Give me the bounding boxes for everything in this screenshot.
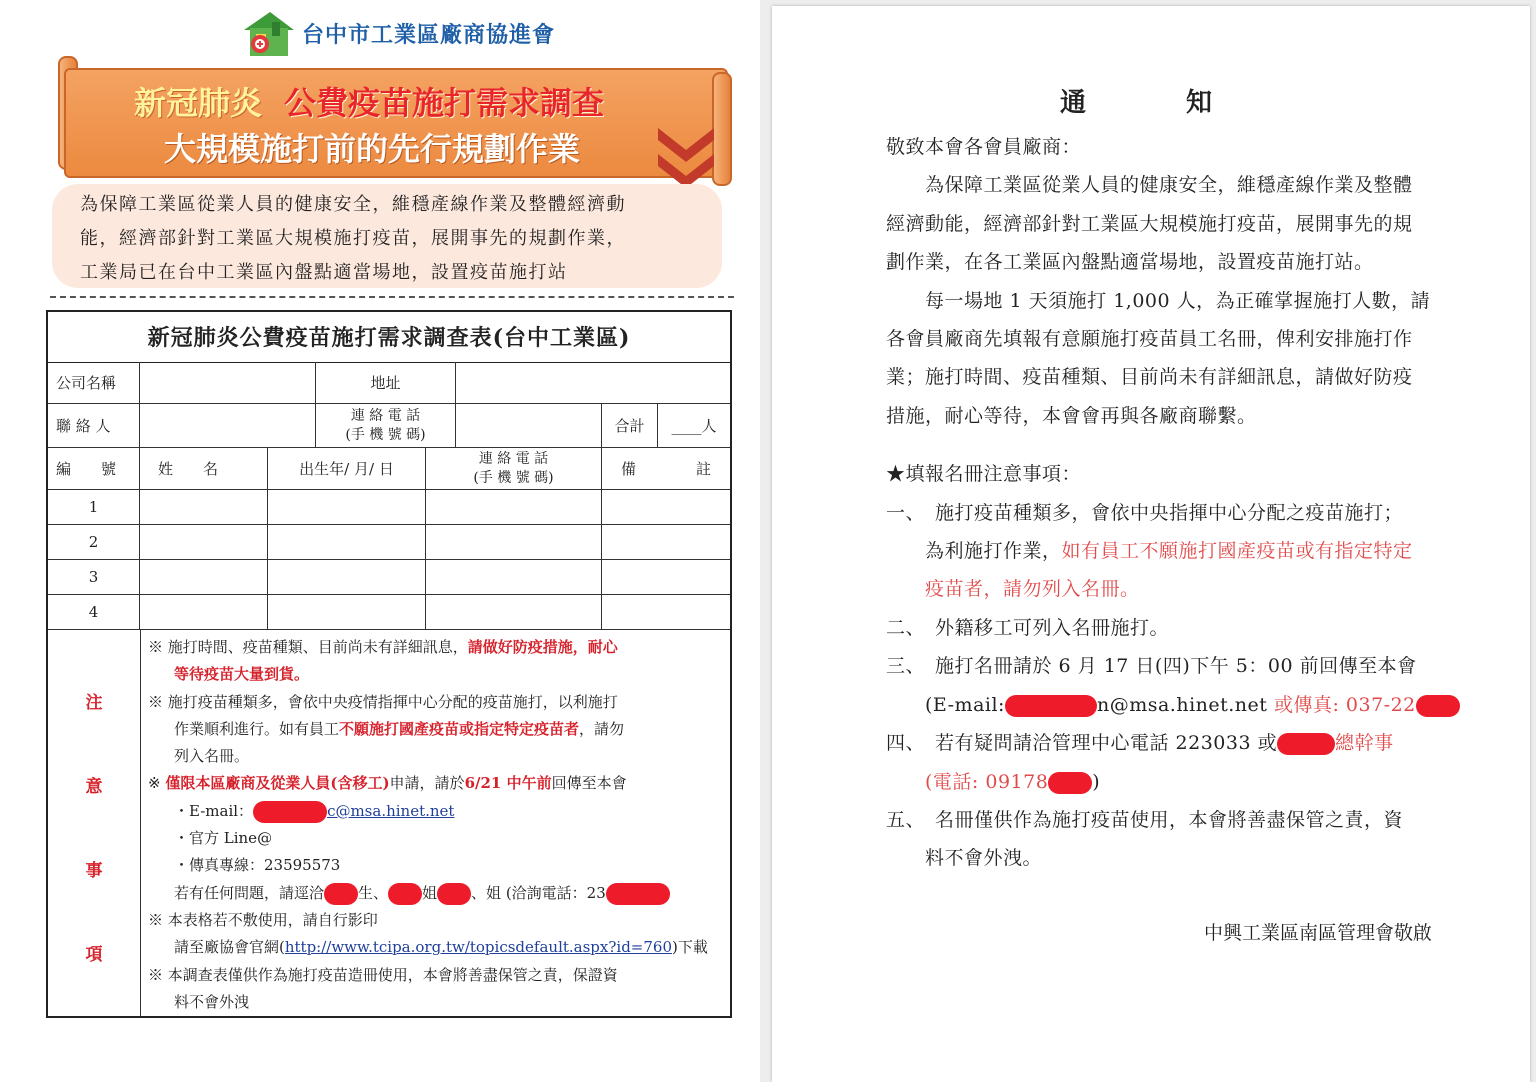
org-logo-icon xyxy=(240,8,296,58)
phone-field[interactable] xyxy=(456,404,602,448)
contact-label: 聯 絡 人 xyxy=(48,404,140,448)
redaction-mark xyxy=(606,883,670,905)
paragraph-line: 經濟動能，經濟部針對工業區大規模施打疫苗，展開事先的規 xyxy=(886,212,1413,235)
list-item: (電話: 09178 ) xyxy=(886,770,1101,793)
dashed-divider xyxy=(50,296,734,298)
form-title: 新冠肺炎公費疫苗施打需求調查表(台中工業區) xyxy=(48,312,730,363)
dob-field[interactable] xyxy=(268,525,426,560)
remark-field[interactable] xyxy=(602,525,730,560)
banner-covid-text: 新冠肺炎 xyxy=(134,84,263,122)
redaction-mark xyxy=(388,883,422,905)
paragraph-line: 為保障工業區從業人員的健康安全，維穩產線作業及整體 xyxy=(886,174,1413,197)
redaction-mark xyxy=(1005,695,1097,717)
total-label: 合計 xyxy=(602,404,658,448)
note-line: ※ 僅限本區廠商及從業人員(含移工)申請，請於6/21 中午前回傳至本會 xyxy=(148,774,627,793)
name-field[interactable] xyxy=(140,490,268,525)
email-line: ・E-mail： c@msa.hinet.net xyxy=(148,798,728,825)
notes-label-char: 事 xyxy=(85,861,103,881)
notice-body xyxy=(886,128,1434,878)
survey-form xyxy=(46,310,732,1018)
list-item: 為利施打作業，如有員工不願施打國產疫苗或有指定特定 xyxy=(886,540,1413,563)
col-remark: 備 註 xyxy=(602,448,730,490)
remark-field[interactable] xyxy=(602,595,730,630)
company-label: 公司名稱 xyxy=(48,362,140,404)
intro-line: 為保障工業區從業人員的健康安全，維穩產線作業及整體經濟動 xyxy=(80,194,626,215)
col-phone-line: 連 絡 電 話 xyxy=(478,450,549,467)
dob-field[interactable] xyxy=(268,490,426,525)
contact-field[interactable] xyxy=(140,404,316,448)
row-number: 4 xyxy=(48,595,140,630)
redaction-mark xyxy=(437,883,471,905)
col-number: 編 號 xyxy=(48,448,140,490)
signature: 中興工業區南區管理會敬啟 xyxy=(1203,922,1432,944)
org-header xyxy=(240,8,555,58)
remark-field[interactable] xyxy=(602,490,730,525)
dob-field[interactable] xyxy=(268,560,426,595)
col-phone xyxy=(426,448,602,490)
note-line: ※ 本表格若不敷使用，請自行影印 xyxy=(148,910,378,929)
download-link[interactable]: http://www.tcipa.org.tw/topicsdefault.aspx?id=760 xyxy=(284,938,673,957)
col-dob: 出生年/ 月/ 日 xyxy=(268,448,426,490)
phone-field[interactable] xyxy=(426,595,602,630)
redaction-mark xyxy=(253,801,327,823)
col-name: 姓 名 xyxy=(140,448,268,490)
fax-line: ・傳真專線：23595573 xyxy=(174,856,341,875)
list-item: 二、 外籍移工可列入名冊施打。 xyxy=(886,616,1170,639)
note-line: 作業順利進行。如有員工不願施打國產疫苗或指定特定疫苗者，請勿 xyxy=(174,719,625,738)
address-label: 地址 xyxy=(316,362,456,404)
row-number: 3 xyxy=(48,560,140,595)
phone-field[interactable] xyxy=(426,490,602,525)
banner-line-1 xyxy=(134,78,604,124)
banner-survey-text: 公費疫苗施打需求調查 xyxy=(284,84,605,122)
redaction-mark xyxy=(1048,772,1092,794)
list-item: 四、 若有疑問請洽管理中心電話 223033 或 總幹事 xyxy=(886,732,1394,755)
chevron-down-icon xyxy=(656,124,716,188)
email-link[interactable]: c@msa.hinet.net xyxy=(327,801,455,820)
note-line: 料不會外洩 xyxy=(174,992,250,1011)
list-item: 一、 施打疫苗種類多，會依中央指揮中心分配之疫苗施打； xyxy=(886,501,1404,524)
note-line: ※ 施打疫苗種類多，會依中央疫情指揮中心分配的疫苗施打，以利施打 xyxy=(148,692,618,711)
name-field[interactable] xyxy=(140,560,268,595)
address-field[interactable] xyxy=(456,362,730,404)
note-line: ※ 本調查表僅供作為施打疫苗造冊使用，本會將善盡保管之責，保證資 xyxy=(148,965,618,984)
notes-label-char: 意 xyxy=(85,777,103,797)
notes-text xyxy=(148,634,728,1016)
phone-label xyxy=(316,404,456,448)
row-number: 2 xyxy=(48,525,140,560)
paragraph-line: 業；施打時間、疫苗種類、目前尚未有詳細訊息，請做好防疫 xyxy=(886,366,1413,389)
list-item: 三、 施打名冊請於 6 月 17 日(四)下午 5：00 前回傳至本會 xyxy=(886,655,1417,678)
contact-line: 若有任何問題，請逕洽 生、 姐 、姐 (洽詢電話：23 xyxy=(148,880,728,907)
intro-line: 工業局已在台中工業區內盤點適當場地，設置疫苗施打站 xyxy=(80,262,568,283)
org-name: 台中市工業區廠商協進會 xyxy=(302,22,556,48)
redaction-mark xyxy=(1416,695,1460,717)
paragraph-line: 各會員廠商先填報有意願施打疫苗員工名冊，俾利安排施打作 xyxy=(886,328,1413,351)
phone-field[interactable] xyxy=(426,560,602,595)
paragraph-line: 每一場地 1 天須施打 1,000 人，為正確掌握施打人數，請 xyxy=(886,289,1431,312)
notes-title: ★填報名冊注意事項： xyxy=(886,463,1082,486)
notice-title: 通知 xyxy=(1059,88,1312,118)
download-line: 請至廠協會官網(http://www.tcipa.org.tw/topicsdefault.aspx?id=760)下載 xyxy=(174,938,708,957)
note-line: ※ 施打時間、疫苗種類、目前尚未有詳細訊息，請做好防疫措施，耐心 xyxy=(148,638,618,656)
paragraph-line: 措施，耐心等待，本會會再與各廠商聯繫。 xyxy=(886,404,1257,427)
phone-label-line: 連 絡 電 話 xyxy=(350,407,421,424)
name-field[interactable] xyxy=(140,525,268,560)
right-notice xyxy=(772,6,1530,1082)
list-item: (E-mail: n@msa.hinet.net 或傳真: 037-22 xyxy=(886,686,1434,724)
line-id: ・官方 Line@ xyxy=(174,829,273,848)
redaction-mark xyxy=(324,883,358,905)
notes-label-char: 項 xyxy=(85,945,103,965)
row-number: 1 xyxy=(48,490,140,525)
company-field[interactable] xyxy=(140,362,316,404)
note-line: 等待疫苗大量到貨。 xyxy=(174,665,310,684)
phone-field[interactable] xyxy=(426,525,602,560)
list-item: 五、 名冊僅供作為施打疫苗使用，本會將善盡保管之責，資 xyxy=(886,808,1404,831)
intro-line: 能，經濟部針對工業區大規模施打疫苗，展開事先的規劃作業， xyxy=(80,228,626,249)
paragraph-line: 劃作業，在各工業區內盤點適當場地，設置疫苗施打站。 xyxy=(886,251,1374,274)
intro-box xyxy=(52,184,722,288)
title-banner xyxy=(58,52,734,184)
salutation: 敬致本會各會員廠商： xyxy=(886,136,1082,158)
name-field[interactable] xyxy=(140,595,268,630)
phone-label-line: (手 機 號 碼) xyxy=(345,426,426,443)
left-flyer xyxy=(0,0,760,1082)
notes-label-char: 注 xyxy=(85,693,103,713)
redaction-mark xyxy=(1277,733,1335,755)
col-phone-line: (手 機 號 碼) xyxy=(473,469,554,486)
remark-field[interactable] xyxy=(602,560,730,595)
notes-label xyxy=(48,630,141,1016)
dob-field[interactable] xyxy=(268,595,426,630)
banner-line-2: 大規模施打前的先行規劃作業 xyxy=(164,130,581,168)
list-item: 料不會外洩。 xyxy=(886,847,1043,870)
total-field[interactable]: ____人 xyxy=(658,404,730,448)
list-item: 疫苗者，請勿列入名冊。 xyxy=(886,578,1140,601)
note-line: 列入名冊。 xyxy=(174,747,250,766)
